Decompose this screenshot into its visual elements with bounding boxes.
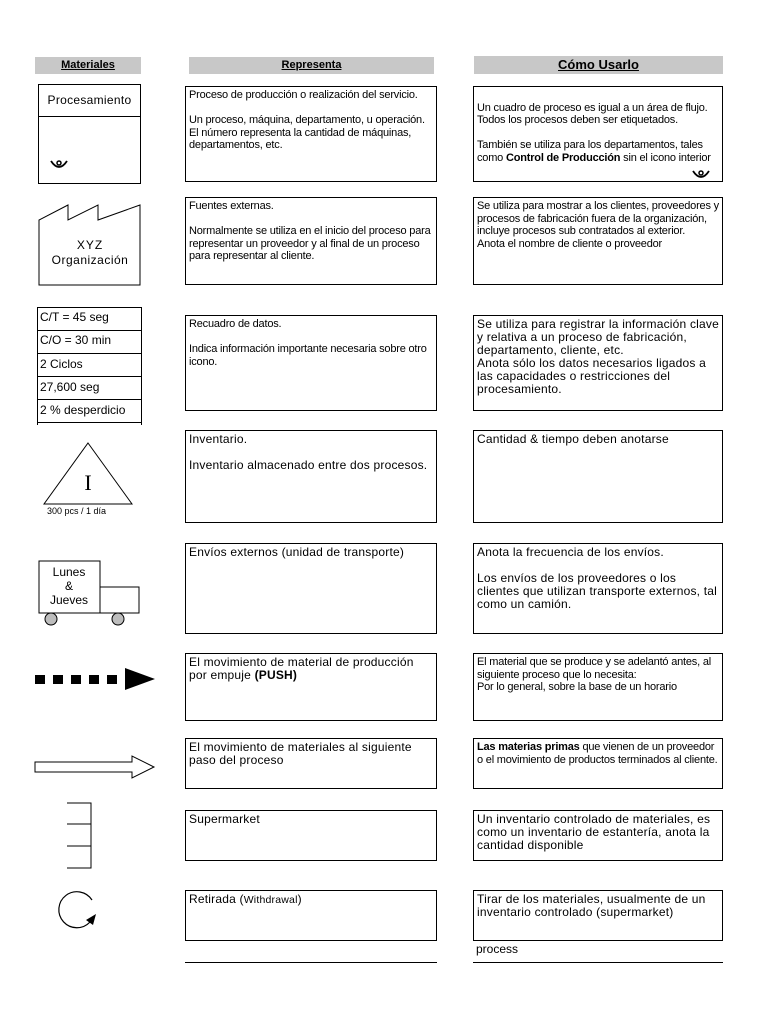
data-box-line: 2 Ciclos xyxy=(38,354,141,377)
row7-uso-bold: Las materias primas xyxy=(477,741,580,753)
data-box-line: C/T = 45 seg xyxy=(38,308,141,331)
inventory-caption: 300 pcs / 1 día xyxy=(47,506,107,516)
data-box-symbol xyxy=(37,307,142,425)
row9-representa-small: Withdrawal xyxy=(243,894,298,906)
row1-representa: Proceso de producción o realización del servicio. Un proceso, máquina, departamento, u operación. El número representa la cantidad de máquinas, departamentos, etc. xyxy=(185,86,437,182)
row5-uso: Anota la frecuencia de los envíos. Los envíos de los proveedores o los clientes que utilizan transporte externos, tal como un camión. xyxy=(473,543,723,634)
row3-representa: Recuadro de datos. Indica información importante necesaria sobre otro icono. xyxy=(185,315,437,411)
row7-uso-text: que vienen de un proveedor o el movimiento de productos terminados al cliente. xyxy=(477,741,718,766)
supermarket-icon xyxy=(66,802,96,870)
factory-label-1: XYZ xyxy=(76,238,104,252)
row8-uso: Un inventario controlado de materiales, es como un inventario de estantería, anota la cantidad disponible xyxy=(473,810,723,861)
push-arrow-icon xyxy=(35,667,157,691)
data-box-line: C/O = 30 min xyxy=(38,331,141,354)
operator-icon xyxy=(49,159,69,171)
process-box-title: Procesamiento xyxy=(39,85,140,117)
row9-uso-overflow: process xyxy=(476,942,519,956)
row1-uso-text: Un cuadro de proceso es igual a un área de flujo. Todos los procesos deben ser etiquetados. También se utiliza para los departamentos, tales como xyxy=(477,101,708,164)
truck-label-2: & xyxy=(64,579,73,593)
row5-representa: Envíos externos (unidad de transporte) xyxy=(185,543,437,634)
truck-label-3: Jueves xyxy=(49,593,89,607)
row6-uso: El material que se produce y se adelantó antes, al siguiente proceso que lo necesita: Por lo general, sobre la base de un horario xyxy=(473,653,723,721)
row1-uso-tail: sin el icono interior xyxy=(620,151,711,164)
row3-uso: Se utiliza para registrar la información clave y relativa a un proceso de fabricación, departamento, cliente, etc. Anota sólo los datos necesarios ligados a las capacidades o restricciones del procesamiento. xyxy=(473,315,723,411)
next-row-uso-edge xyxy=(473,962,723,964)
operator-icon-small xyxy=(691,169,711,181)
row2-uso: Se utiliza para mostrar a los clientes, proveedores y procesos de fabricación fuera de la organización, incluye procesos sub contratados al exterior. Anota el nombre de cliente o proveedor xyxy=(473,197,723,285)
row6-representa-text: El movimiento de material de producción por empuje xyxy=(189,655,414,682)
next-row-representa-edge xyxy=(185,962,437,964)
process-box-symbol xyxy=(38,84,141,184)
data-box-line: 27,600 seg xyxy=(38,377,141,400)
row4-uso: Cantidad & tiempo deben anotarse xyxy=(473,430,723,523)
row9-representa xyxy=(185,890,437,941)
inventory-letter: I xyxy=(84,470,92,495)
row6-representa xyxy=(185,653,437,721)
row1-uso-bold: Control de Producción xyxy=(505,151,621,164)
row7-uso xyxy=(473,738,723,789)
header-como-usarlo: Cómo Usarlo xyxy=(474,56,723,74)
row9-uso: Tirar de los materiales, usualmente de un inventario controlado (supermarket) xyxy=(473,890,723,941)
header-materiales: Materiales xyxy=(35,57,141,74)
row9-representa-text: Retirada ( xyxy=(189,892,244,906)
factory-label-2: Organización xyxy=(51,253,129,267)
header-representa: Representa xyxy=(189,57,434,74)
row6-representa-bold: (PUSH) xyxy=(254,668,298,682)
shipment-arrow-icon xyxy=(34,755,156,779)
row4-representa: Inventario. Inventario almacenado entre dos procesos. xyxy=(185,430,437,523)
withdrawal-icon xyxy=(52,888,102,934)
row1-uso xyxy=(473,86,723,182)
row8-representa: Supermarket xyxy=(185,810,437,861)
row9-representa-tail: ) xyxy=(297,892,302,906)
data-box-line: 2 % desperdicio xyxy=(38,400,141,423)
truck-label-1: Lunes xyxy=(52,565,86,579)
row2-representa: Fuentes externas. Normalmente se utiliza en el inicio del proceso para representar un proveedor y al final de un proceso para representar al cliente. xyxy=(185,197,437,285)
row7-representa: El movimiento de materiales al siguiente paso del proceso xyxy=(185,738,437,789)
